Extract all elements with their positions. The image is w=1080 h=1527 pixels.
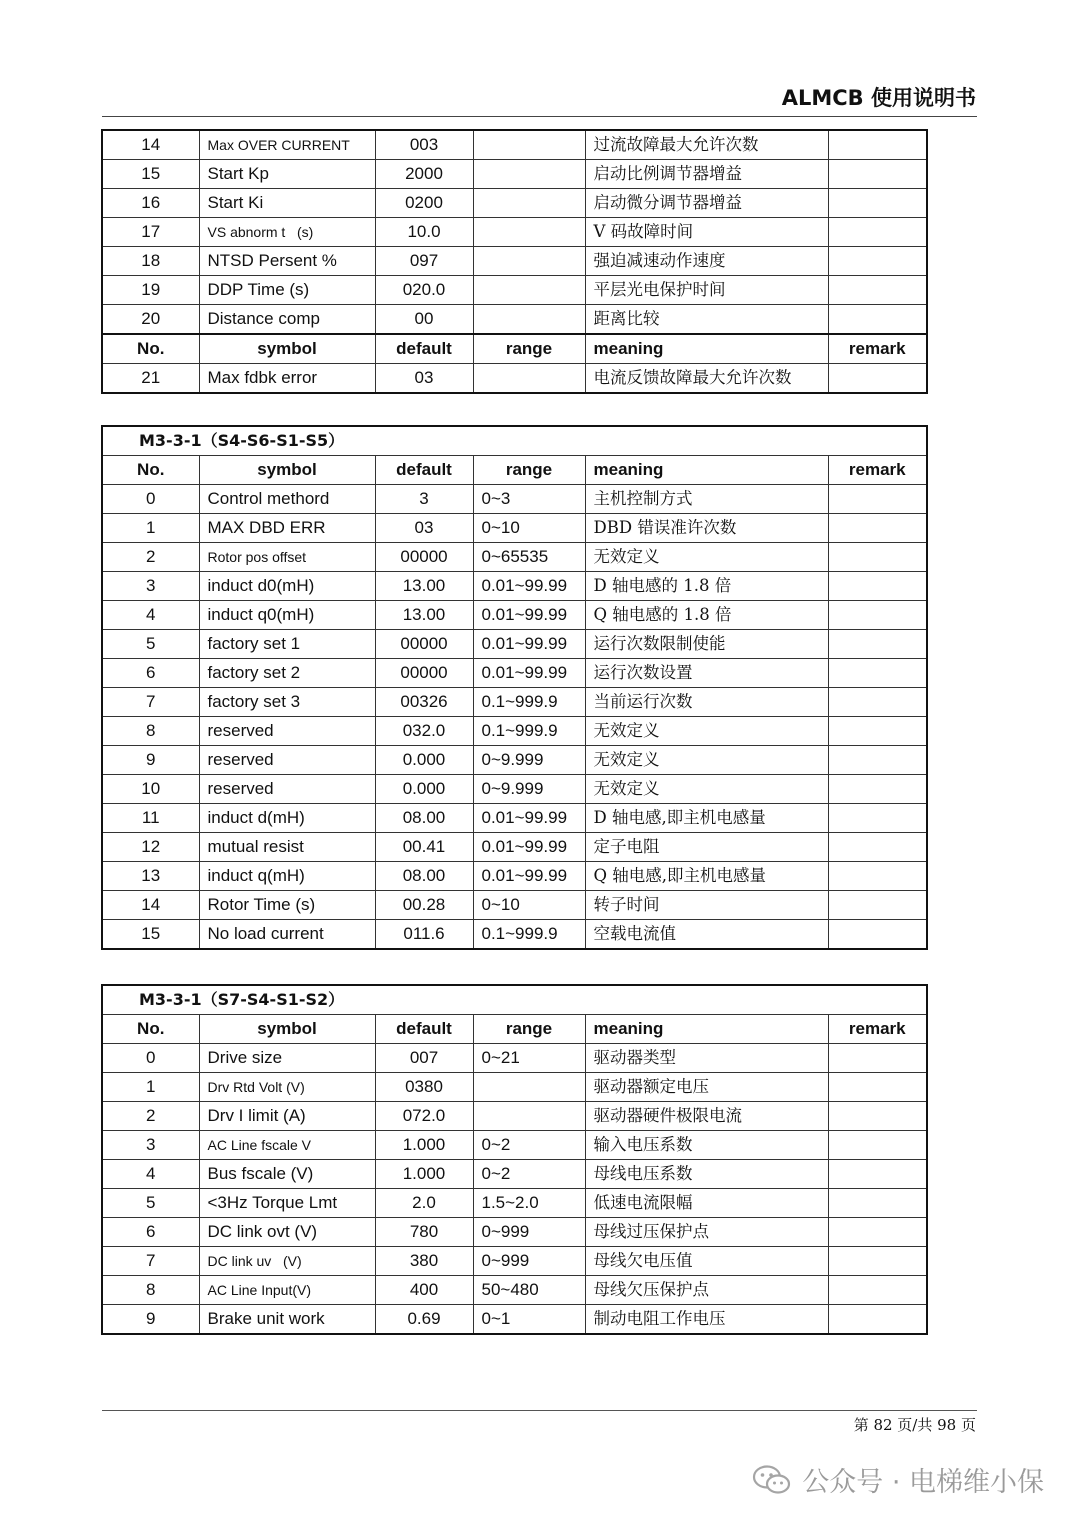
watermark [752,1460,1044,1499]
cell-remark [828,276,927,305]
cell-no: 3 [102,1131,199,1160]
cell-remark [828,485,927,514]
cell-remark [828,833,927,862]
cell-symbol: Control methord [199,485,375,514]
cell-no: 17 [102,218,199,247]
cell-remark [828,601,927,630]
cell-meaning: 启动微分调节器增益 [585,189,828,218]
table-row [102,514,927,543]
cell-default: 00326 [375,688,473,717]
cell-no: 11 [102,804,199,833]
column-header-default: default [375,1015,473,1044]
cell-range [473,189,585,218]
cell-symbol: mutual resist [199,833,375,862]
cell-range: 0.1~999.9 [473,688,585,717]
cell-meaning: 电流反馈故障最大允许次数 [585,364,828,394]
cell-no: 9 [102,1305,199,1335]
cell-symbol: Brake unit work [199,1305,375,1335]
cell-no: 5 [102,630,199,659]
page-number: 第 82 页/共 98 页 [853,1416,976,1434]
cell-no: 0 [102,485,199,514]
cell-symbol: AC Line Input(V) [199,1276,375,1305]
cell-remark [828,1102,927,1131]
cell-default: 400 [375,1276,473,1305]
cell-range: 0~3 [473,485,585,514]
cell-range [473,160,585,189]
table-row [102,189,927,218]
cell-range: 0.1~999.9 [473,920,585,950]
cell-meaning: 低速电流限幅 [585,1189,828,1218]
cell-no: 14 [102,130,199,160]
cell-remark [828,130,927,160]
cell-default: 03 [375,364,473,394]
table-row [102,1102,927,1131]
column-header-range: range [473,1015,585,1044]
cell-no: 15 [102,160,199,189]
table-row [102,160,927,189]
cell-no: 6 [102,659,199,688]
header-divider [102,116,977,117]
cell-default: 380 [375,1247,473,1276]
table-row [102,630,927,659]
cell-default: 00.28 [375,891,473,920]
cell-range: 0.01~99.99 [473,804,585,833]
table-row [102,1247,927,1276]
cell-range: 0~65535 [473,543,585,572]
column-header-range: range [473,334,585,364]
cell-range: 0.01~99.99 [473,862,585,891]
column-header-remark: remark [828,1015,927,1044]
cell-remark [828,862,927,891]
cell-no: 5 [102,1189,199,1218]
cell-symbol: induct q0(mH) [199,601,375,630]
cell-range: 0~9.999 [473,746,585,775]
cell-default: 1.000 [375,1131,473,1160]
cell-meaning: 运行次数限制使能 [585,630,828,659]
cell-range: 0.01~99.99 [473,630,585,659]
cell-meaning: 无效定义 [585,746,828,775]
cell-range: 0.01~99.99 [473,572,585,601]
cell-no: 7 [102,1247,199,1276]
cell-meaning: 无效定义 [585,775,828,804]
cell-symbol: induct d(mH) [199,804,375,833]
cell-meaning: D 轴电感的 1.8 倍 [585,572,828,601]
cell-default: 1.000 [375,1160,473,1189]
column-header-meaning: meaning [585,1015,828,1044]
cell-no: 9 [102,746,199,775]
cell-default: 13.00 [375,601,473,630]
cell-no: 4 [102,1160,199,1189]
table-row [102,1044,927,1073]
table-row [102,688,927,717]
cell-symbol: DDP Time (s) [199,276,375,305]
cell-no: 4 [102,601,199,630]
cell-meaning: 制动电阻工作电压 [585,1305,828,1335]
watermark-text: 公众号 · 电梯维小保 [802,1467,1044,1498]
cell-default: 072.0 [375,1102,473,1131]
wechat-icon [752,1464,792,1496]
cell-meaning: 过流故障最大允许次数 [585,130,828,160]
cell-symbol: Max OVER CURRENT [199,130,375,160]
cell-default: 011.6 [375,920,473,950]
cell-symbol: reserved [199,746,375,775]
cell-remark [828,1160,927,1189]
cell-default: 3 [375,485,473,514]
table-title: M3-3-1（S7-S4-S1-S2） [102,985,927,1015]
cell-remark [828,746,927,775]
table-row [102,218,927,247]
cell-no: 13 [102,862,199,891]
cell-default: 03 [375,514,473,543]
column-header-default: default [375,334,473,364]
cell-remark [828,1247,927,1276]
cell-symbol: Rotor Time (s) [199,891,375,920]
table-title-row [102,426,927,456]
cell-remark [828,514,927,543]
cell-range [473,276,585,305]
column-header-no: No. [102,456,199,485]
parameter-table-s7-s4-s1-s2 [101,984,928,1335]
cell-remark [828,572,927,601]
cell-symbol: Max fdbk error [199,364,375,394]
cell-remark [828,189,927,218]
cell-no: 14 [102,891,199,920]
cell-range [473,305,585,335]
cell-meaning: 驱动器额定电压 [585,1073,828,1102]
cell-symbol: DC link uv (V) [199,1247,375,1276]
table-row [102,130,927,160]
table-row [102,1131,927,1160]
cell-symbol: Drv I limit (A) [199,1102,375,1131]
cell-symbol: NTSD Persent % [199,247,375,276]
cell-symbol: induct d0(mH) [199,572,375,601]
cell-meaning: DBD 错误准许次数 [585,514,828,543]
cell-range: 1.5~2.0 [473,1189,585,1218]
cell-default: 032.0 [375,717,473,746]
table-row [102,1160,927,1189]
cell-symbol: Drv Rtd Volt (V) [199,1073,375,1102]
cell-meaning: 距离比较 [585,305,828,335]
cell-range: 0~1 [473,1305,585,1335]
cell-no: 1 [102,514,199,543]
cell-range: 0~2 [473,1160,585,1189]
cell-symbol: reserved [199,717,375,746]
cell-meaning: 平层光电保护时间 [585,276,828,305]
cell-meaning: 转子时间 [585,891,828,920]
cell-symbol: MAX DBD ERR [199,514,375,543]
cell-meaning: 定子电阻 [585,833,828,862]
cell-meaning: Q 轴电感的 1.8 倍 [585,601,828,630]
table-header-row [102,456,927,485]
cell-remark [828,1131,927,1160]
cell-meaning: 驱动器硬件极限电流 [585,1102,828,1131]
cell-meaning: 运行次数设置 [585,659,828,688]
cell-remark [828,1073,927,1102]
cell-default: 00 [375,305,473,335]
cell-meaning: 主机控制方式 [585,485,828,514]
cell-default: 0380 [375,1073,473,1102]
cell-meaning: 启动比例调节器增益 [585,160,828,189]
cell-default: 10.0 [375,218,473,247]
cell-no: 18 [102,247,199,276]
cell-no: 10 [102,775,199,804]
cell-no: 12 [102,833,199,862]
cell-symbol: factory set 2 [199,659,375,688]
cell-default: 020.0 [375,276,473,305]
table-row [102,601,927,630]
cell-symbol: Rotor pos offset [199,543,375,572]
table-row [102,543,927,572]
table-row [102,746,927,775]
cell-no: 3 [102,572,199,601]
footer-divider [102,1410,977,1411]
cell-symbol: reserved [199,775,375,804]
cell-range: 0.1~999.9 [473,717,585,746]
cell-remark [828,920,927,950]
table-title-row [102,985,927,1015]
table-title: M3-3-1（S4-S6-S1-S5） [102,426,927,456]
table-row [102,247,927,276]
cell-default: 097 [375,247,473,276]
cell-no: 8 [102,1276,199,1305]
cell-remark [828,1044,927,1073]
cell-default: 2.0 [375,1189,473,1218]
cell-symbol: Bus fscale (V) [199,1160,375,1189]
table-row [102,572,927,601]
cell-default: 00000 [375,543,473,572]
cell-symbol: Drive size [199,1044,375,1073]
table-row [102,305,927,335]
table-header-row [102,1015,927,1044]
cell-default: 0200 [375,189,473,218]
table-row [102,364,927,394]
cell-remark [828,218,927,247]
column-header-symbol: symbol [199,334,375,364]
cell-range: 0~9.999 [473,775,585,804]
column-header-meaning: meaning [585,456,828,485]
table-row [102,804,927,833]
cell-range [473,364,585,394]
table-row [102,833,927,862]
cell-remark [828,1305,927,1335]
column-header-remark: remark [828,456,927,485]
cell-range [473,130,585,160]
cell-symbol: Start Ki [199,189,375,218]
cell-remark [828,659,927,688]
cell-remark [828,1189,927,1218]
cell-range: 0~10 [473,891,585,920]
cell-default: 0.000 [375,775,473,804]
cell-remark [828,1276,927,1305]
cell-range: 0~999 [473,1247,585,1276]
table-row [102,659,927,688]
cell-meaning: 母线欠压保护点 [585,1276,828,1305]
column-header-symbol: symbol [199,1015,375,1044]
cell-remark [828,305,927,335]
cell-symbol: induct q(mH) [199,862,375,891]
cell-meaning: 输入电压系数 [585,1131,828,1160]
cell-range [473,1102,585,1131]
cell-no: 16 [102,189,199,218]
cell-default: 003 [375,130,473,160]
cell-no: 2 [102,1102,199,1131]
column-header-symbol: symbol [199,456,375,485]
cell-remark [828,891,927,920]
cell-default: 08.00 [375,862,473,891]
cell-meaning: 母线欠电压值 [585,1247,828,1276]
cell-default: 00000 [375,659,473,688]
cell-no: 7 [102,688,199,717]
cell-no: 21 [102,364,199,394]
document-title: ALMCB 使用说明书 [781,86,976,110]
cell-remark [828,688,927,717]
cell-meaning: D 轴电感,即主机电感量 [585,804,828,833]
table-row [102,862,927,891]
table-row [102,1305,927,1335]
parameter-table-continued [101,129,928,394]
table-row [102,276,927,305]
cell-remark [828,630,927,659]
parameter-table-s4-s6-s1-s5 [101,425,928,950]
cell-meaning: 无效定义 [585,543,828,572]
cell-range: 0~999 [473,1218,585,1247]
cell-meaning: 强迫减速动作速度 [585,247,828,276]
cell-default: 007 [375,1044,473,1073]
cell-symbol: AC Line fscale V [199,1131,375,1160]
cell-default: 2000 [375,160,473,189]
table-row [102,891,927,920]
table-row [102,1189,927,1218]
cell-default: 780 [375,1218,473,1247]
cell-symbol: No load current [199,920,375,950]
cell-default: 0.000 [375,746,473,775]
column-header-no: No. [102,1015,199,1044]
cell-range: 0~10 [473,514,585,543]
cell-symbol: <3Hz Torque Lmt [199,1189,375,1218]
cell-meaning: V 码故障时间 [585,218,828,247]
cell-range: 0~21 [473,1044,585,1073]
cell-remark [828,717,927,746]
table-header-row [102,334,927,364]
column-header-default: default [375,456,473,485]
cell-range [473,1073,585,1102]
cell-remark [828,247,927,276]
cell-no: 15 [102,920,199,950]
table-row [102,1276,927,1305]
table-row [102,1218,927,1247]
cell-symbol: factory set 1 [199,630,375,659]
cell-symbol: Distance comp [199,305,375,335]
cell-symbol: Start Kp [199,160,375,189]
column-header-meaning: meaning [585,334,828,364]
cell-symbol: VS abnorm t (s) [199,218,375,247]
cell-remark [828,364,927,394]
table-row [102,1073,927,1102]
cell-range: 50~480 [473,1276,585,1305]
cell-remark [828,543,927,572]
cell-no: 6 [102,1218,199,1247]
cell-default: 08.00 [375,804,473,833]
cell-meaning: 当前运行次数 [585,688,828,717]
cell-range: 0.01~99.99 [473,833,585,862]
cell-no: 0 [102,1044,199,1073]
cell-no: 8 [102,717,199,746]
cell-default: 00.41 [375,833,473,862]
cell-default: 0.69 [375,1305,473,1335]
table-row [102,775,927,804]
cell-range: 0~2 [473,1131,585,1160]
cell-range [473,218,585,247]
cell-meaning: 驱动器类型 [585,1044,828,1073]
cell-no: 19 [102,276,199,305]
cell-meaning: 母线电压系数 [585,1160,828,1189]
cell-range: 0.01~99.99 [473,659,585,688]
cell-remark [828,775,927,804]
column-header-no: No. [102,334,199,364]
cell-meaning: 母线过压保护点 [585,1218,828,1247]
cell-symbol: factory set 3 [199,688,375,717]
cell-meaning: 空载电流值 [585,920,828,950]
cell-remark [828,1218,927,1247]
cell-meaning: 无效定义 [585,717,828,746]
column-header-range: range [473,456,585,485]
cell-meaning: Q 轴电感,即主机电感量 [585,862,828,891]
table-row [102,485,927,514]
cell-remark [828,160,927,189]
cell-remark [828,804,927,833]
cell-symbol: DC link ovt (V) [199,1218,375,1247]
cell-default: 00000 [375,630,473,659]
cell-range [473,247,585,276]
cell-no: 2 [102,543,199,572]
cell-default: 13.00 [375,572,473,601]
cell-no: 20 [102,305,199,335]
column-header-remark: remark [828,334,927,364]
table-row [102,717,927,746]
cell-range: 0.01~99.99 [473,601,585,630]
cell-no: 1 [102,1073,199,1102]
table-row [102,920,927,950]
